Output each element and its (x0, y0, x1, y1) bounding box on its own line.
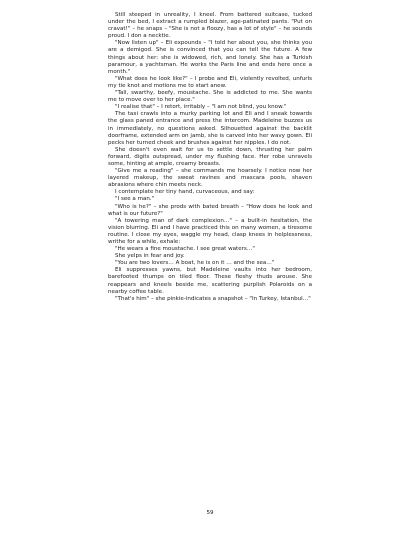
paragraph: "I see a man." (115, 196, 155, 203)
paragraph: She doesn't even wait for us to settle down, thrusting her palm forward, digits outspread, under my flushing face. Her robe unravels some, hinting at ample, creamy breasts. (108, 146, 312, 167)
paragraph: She yelps in fear and joy. (115, 253, 185, 260)
paragraph: "What does he look like?" – I probe and Eli, violently revolted, unfurls my tie knot and motions me to start anew. (108, 75, 312, 89)
page-number: 59 (206, 510, 214, 516)
paragraph: "Who is he?" – she prods with bated breath – "How does he look and what is our future?" (108, 203, 312, 217)
paragraph: "Tall, swarthy, beefy, moustache. She is addicted to me. She wants me to move over to her place." (108, 90, 312, 104)
paragraph: "You are two lovers… A boat, he is on it … and the sea…" (115, 260, 275, 267)
paragraph: "A towering man of dark complexion…" – a built-in hesitation, the vision blurring. Eli and I have practiced this on many women, a tiresome routine. I close my eyes, waggle my head, clasp knees in helplessness, writhe for a while, exhale: (108, 217, 312, 245)
body-text (108, 12, 312, 303)
paragraph: I contemplate her tiny hand, curvaceous, and say: (115, 189, 255, 196)
paragraph: "Now listen up" – Eli expounds – "I told her about you, she thinks you are a demigod. She is convinced that you can tell the future. A few things about her: she is widowed, rich, and lonely. She has a Turkish paramour, a yachtsman. He works the Paris line and ends here once a month." (108, 40, 312, 75)
paragraph: Still steeped in unreality, I kneel. From battered suitcase, tucked under the bed, I extract a rumpled blazer, age-patinated pants. "Put on cravat!" – he snaps – "She is not a floozy, has a lot of style" – he sounds proud. I don a necktie. (108, 12, 312, 40)
paragraph: "Give me a reading" – she commands me hoarsely. I notice now her layered makeup, the sweat ravines and mascara pools, shaven abrasions where chin meets neck. (108, 168, 312, 189)
paragraph: "I realise that" – I retort, irritably – "I am not blind, you know." (115, 104, 287, 111)
paragraph: "That's him" – she pinkie-indicates a snapshot – "In Turkey, Istanbul…" (115, 295, 311, 302)
paragraph: Eli suppresses yawns, but Madeleine vaults into her bedroom, barefooted thumps on tiled floor. These fleshy thuds arouse. She reappears and kneels beside me, scattering purplish Polaroids on a nearby coffee table. (108, 267, 312, 295)
paragraph: "He wears a fine moustache. I see great waters…" (115, 246, 255, 253)
paragraph: The taxi crawls into a murky parking lot and Eli and I sneak towards the glass paned entrance and press the intercom. Madeleine buzzes us in immediately, no questions asked. Silhouetted against the backlit doorframe, extended arm on jamb, she is carved into her wavy gown. Eli pecks her turned cheek and brushes against her nipples. I do not. (108, 111, 312, 146)
